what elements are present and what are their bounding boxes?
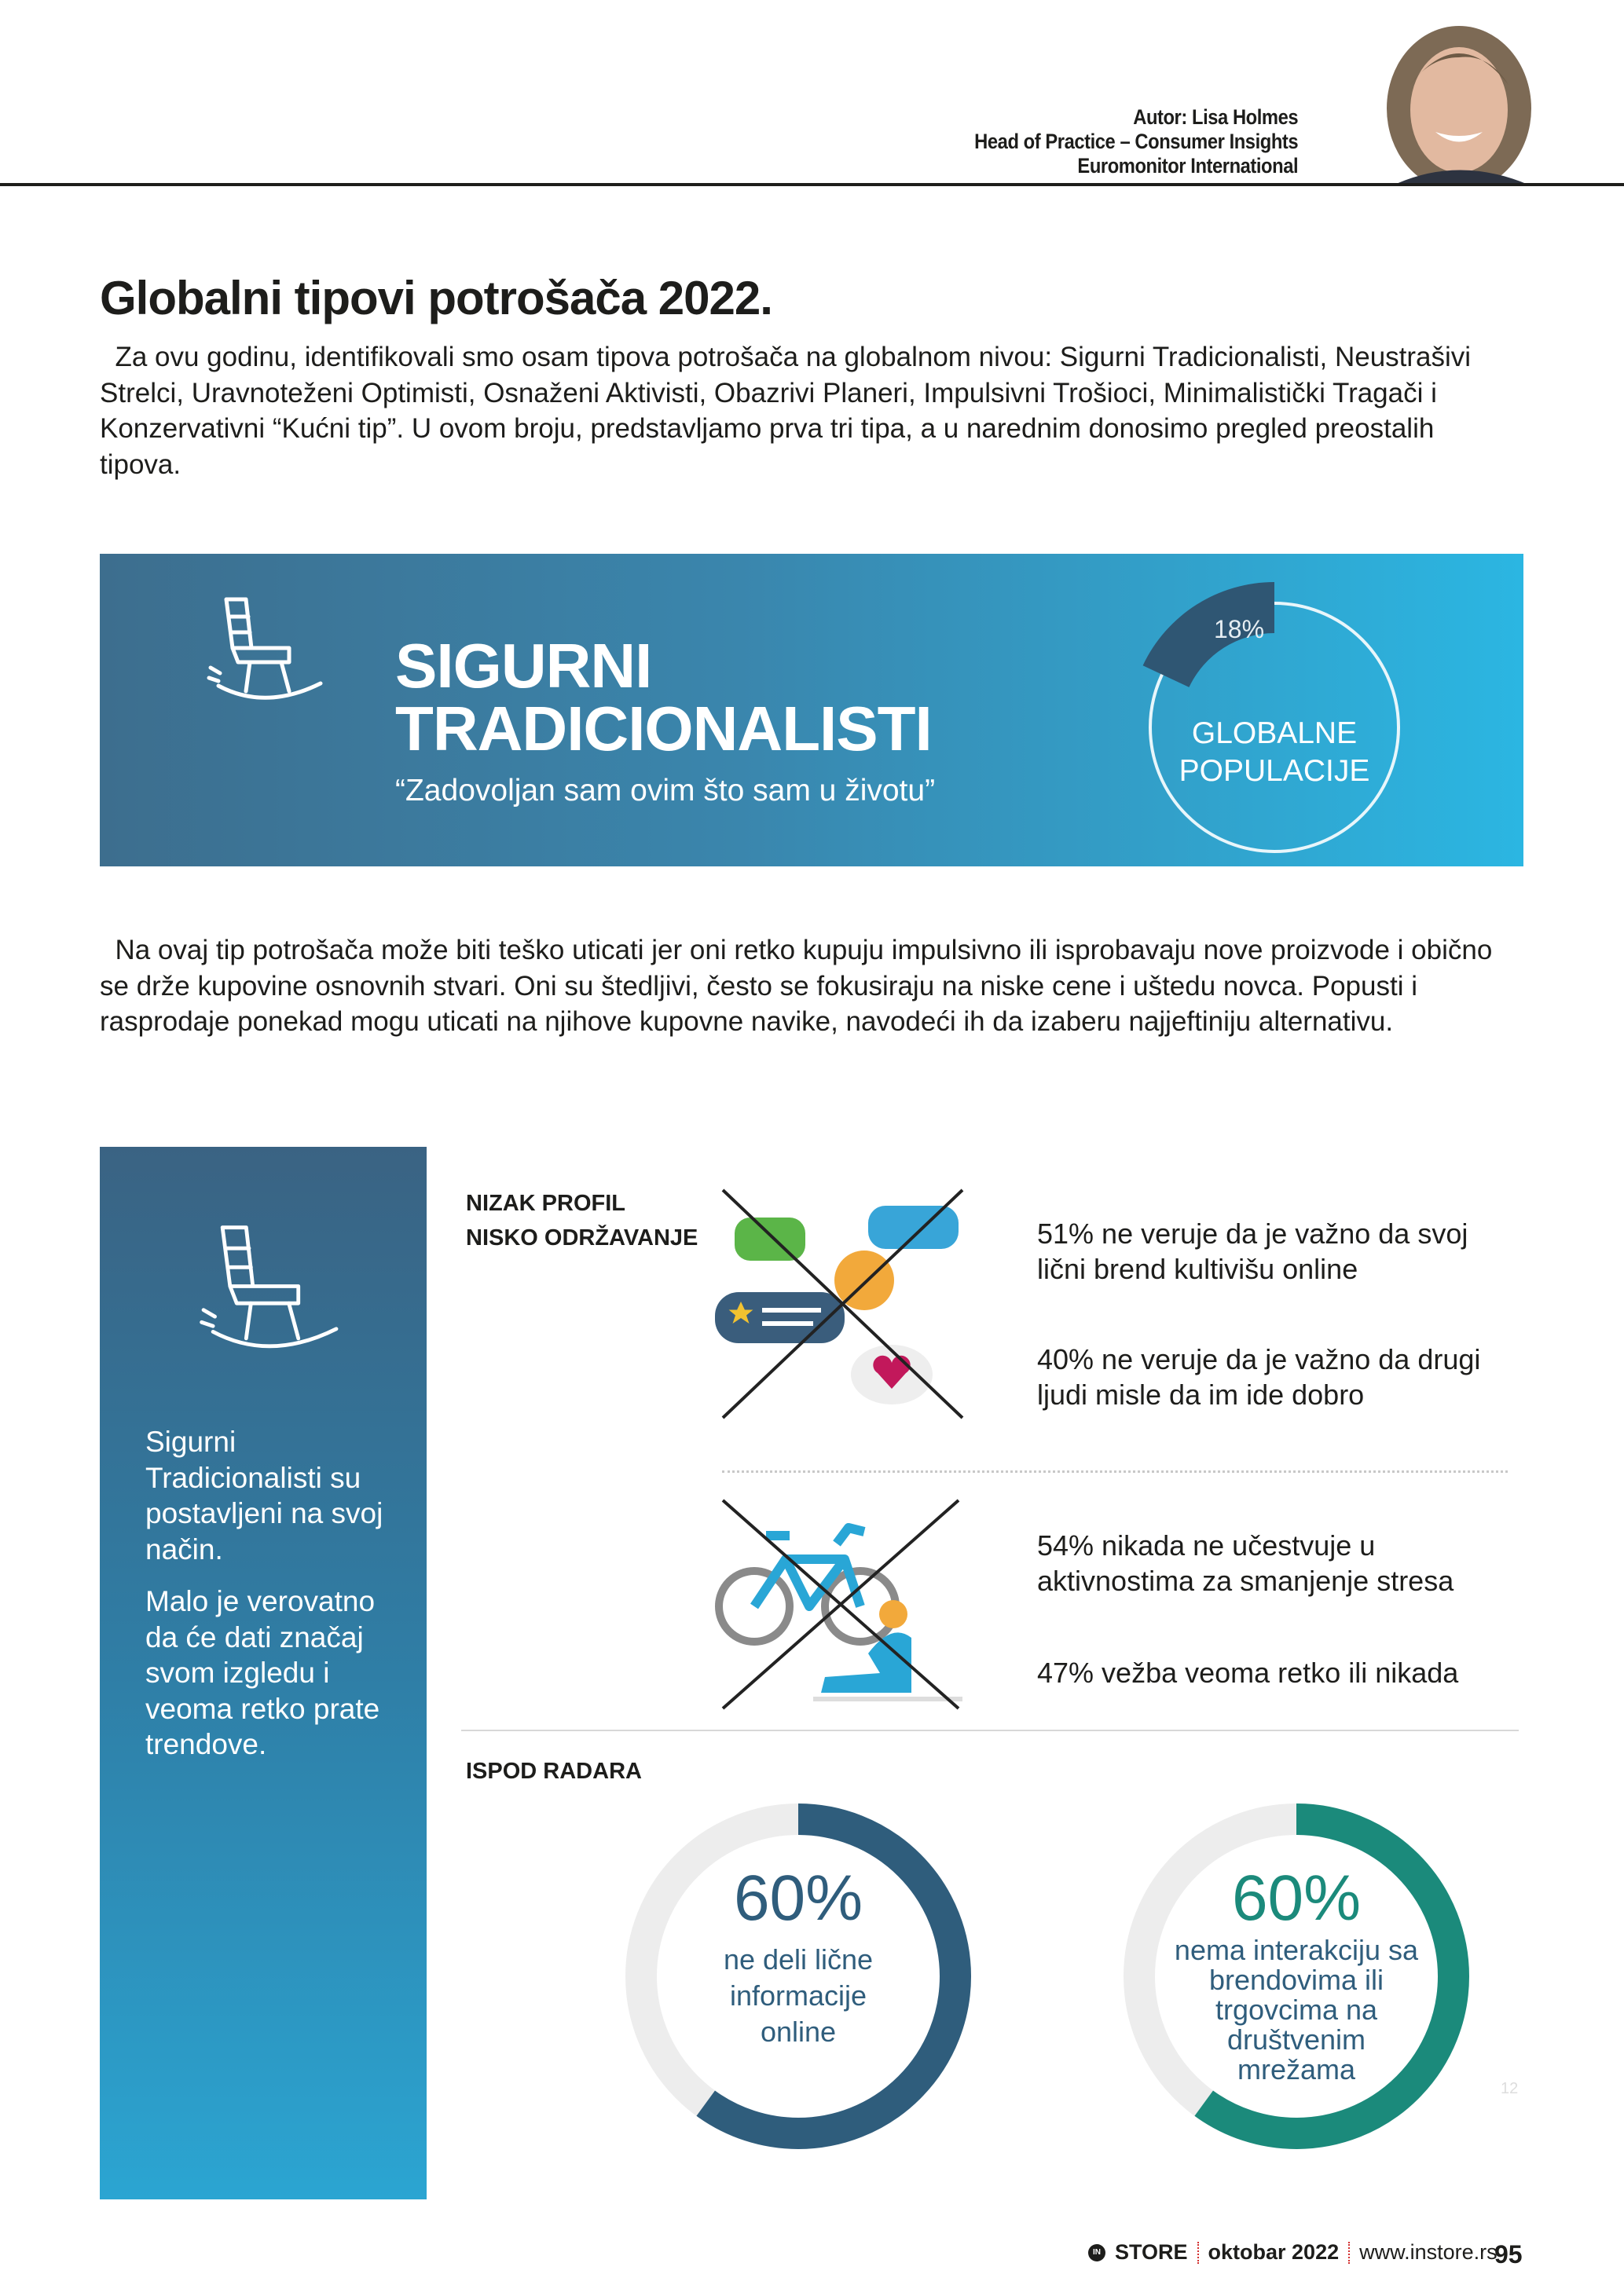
body-paragraph: Na ovaj tip potrošača može biti teško uticati jer oni retko kupuju impulsivno ili isprobavaju nove proizvode i obično se drže kupovine osnovnih stvari. Oni su štedljivi, često se fokusiraju na niske cene i uštedu novca. Popusti i rasprodaje ponekad mogu uticati na njihove kupovne navike, navodeći ih da izaberu najjeftiniju alternativu.	[100, 935, 1493, 1037]
sidebar-text-1: Sigurni Tradicionalisti su postavljeni na svoj način.	[145, 1426, 383, 1565]
rocking-chair-icon	[203, 593, 324, 707]
section-label-under-radar: ISPOD RADARA	[466, 1759, 642, 1784]
page-title: Globalni tipovi potrošača 2022.	[100, 272, 772, 324]
label-line2: NISKO ODRŽAVANJE	[466, 1225, 698, 1251]
donut-1-caption: ne deli lične informacije online	[723, 1943, 874, 2048]
stat-1: 51% ne veruje da je važno da svoj lični brend kultivišu online	[1037, 1218, 1468, 1285]
share-caption	[1150, 715, 1399, 790]
footer-issue: oktobar 2022	[1208, 2240, 1340, 2264]
donut-2-value: 60%	[1231, 1862, 1362, 1934]
share-caption-line1: GLOBALNE	[1191, 716, 1358, 750]
stat-3: 54% nikada ne učestvuje u aktivnostima za smanjenje stresa	[1037, 1529, 1454, 1597]
banner-title	[395, 631, 932, 764]
footer-separator	[1197, 2242, 1199, 2264]
instore-logo-icon: IN	[1088, 2244, 1105, 2261]
footer-separator	[1348, 2242, 1350, 2264]
section-label-low-profile	[466, 1186, 698, 1255]
stat-2: 40% ne veruje da je važno da drugi ljudi misle da im ide dobro	[1037, 1343, 1481, 1411]
share-label: 18%	[1214, 615, 1265, 643]
label-line1: NIZAK PROFIL	[466, 1191, 625, 1216]
author-name: Autor: Lisa Holmes	[1133, 105, 1298, 129]
donut-2-caption: nema interakciju sa brendovima ili trgovcima na društvenim mrežama	[1174, 1934, 1419, 2085]
banner-quote: “Zadovoljan sam ovim što sam u životu”	[395, 774, 936, 807]
stat-4: 47% vežba veoma retko ili nikada	[1037, 1657, 1459, 1689]
social-media-crossed-icon	[711, 1186, 970, 1422]
banner-title-line1: SIGURNI	[395, 631, 652, 701]
author-photo	[1371, 22, 1552, 185]
rocking-chair-icon	[187, 1220, 348, 1357]
donut-1-text	[680, 1863, 916, 2050]
donut-2-text	[1171, 1863, 1422, 2085]
footer	[1088, 2240, 1498, 2265]
intro-paragraph: Za ovu godinu, identifikovali smo osam tipova potrošača na globalnom nivou: Sigurni Tradicionalisti, Neustrašivi Strelci, Uravnoteženi Optimisti, Osnaženi Aktivisti, Obazrivi Planeri, Impulsivni Trošioci, Minimalistički Tragači i Konzervativni “Kućni tip”. U ovom broju, predstavljamo prva tri tipa, a u narednim donosimo pregled preostalih tipova.	[100, 342, 1472, 480]
author-info	[974, 105, 1298, 178]
footer-brand: STORE	[1115, 2240, 1188, 2264]
donut-1-value: 60%	[733, 1862, 863, 1934]
sidebar-text-2: Malo je verovatno da će dati značaj svom izgledu i veoma retko prate trendove.	[145, 1585, 380, 1760]
footer-url[interactable]: www.instore.rs	[1359, 2240, 1498, 2264]
dotted-divider	[722, 1470, 1508, 1473]
share-caption-line2: POPULACIJE	[1179, 754, 1370, 788]
section-divider	[461, 1730, 1519, 1731]
banner-title-line2: TRADICIONALISTI	[395, 694, 932, 764]
header-rule	[0, 183, 1624, 186]
author-company: Euromonitor International	[1077, 154, 1298, 178]
cycling-crossed-icon	[711, 1496, 970, 1716]
page-number: 95	[1494, 2240, 1523, 2269]
author-role: Head of Practice – Consumer Insights	[974, 130, 1298, 153]
page-marker: 12	[1501, 2080, 1519, 2097]
